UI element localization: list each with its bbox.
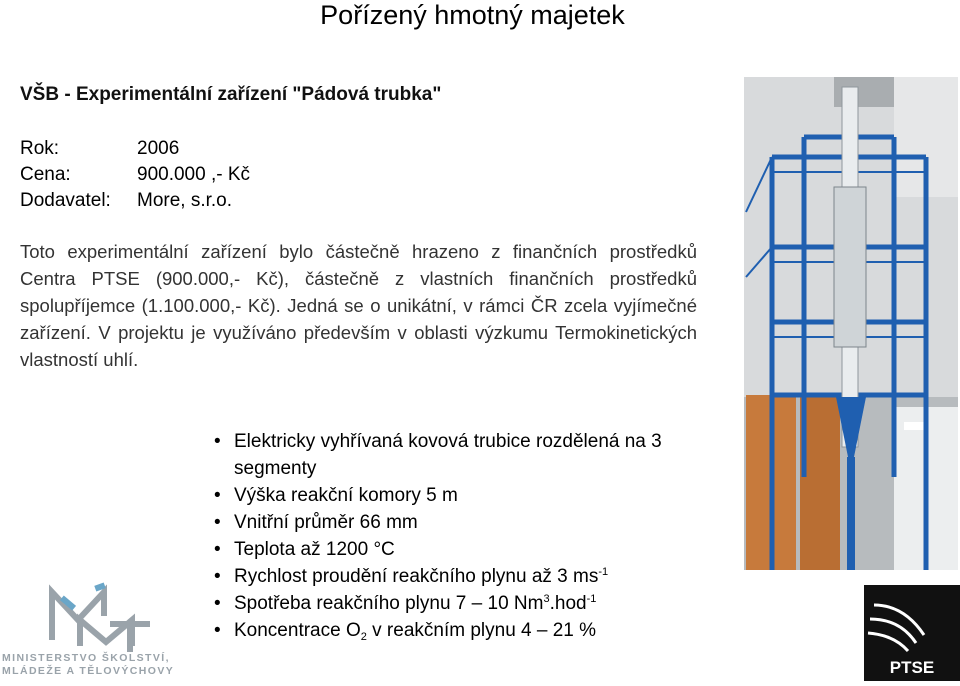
- spec-list: [214, 428, 674, 644]
- list-item: [214, 536, 674, 563]
- spec-text-mid: .hod: [549, 593, 587, 614]
- list-item: [214, 428, 674, 482]
- description-paragraph: Toto experimentální zařízení bylo částečně hrazeno z finančních prostředků Centra PTSE (900.000,- Kč), částečně z vlastních finančních prostředků spolupříjemce (1.100.000,- Kč). Jedná se o unikátní, v rámci ČR zcela vyjímečné zařízení. V projektu je využíváno především v oblasti výzkumu Termokinetických vlastností uhlí.: [20, 241, 697, 370]
- spec-text: Výška reakční komory 5 m: [234, 485, 458, 506]
- info-row-year: [20, 136, 250, 162]
- msmt-emblem: [0, 580, 205, 652]
- msmt-logo-text: [2, 652, 174, 678]
- spec-text: Elektricky vyhřívaná kovová trubice rozdělená na 3 segmenty: [234, 431, 662, 479]
- bullet-icon: •: [214, 485, 221, 506]
- spec-text: Vnitřní průměr 66 mm: [234, 512, 418, 533]
- info-value: 2006: [137, 138, 180, 159]
- info-label: Rok:: [20, 138, 60, 159]
- spec-text: Teplota až 1200 °C: [234, 539, 395, 560]
- spec-subscript: 2: [360, 631, 367, 643]
- ptse-label: PTSE: [889, 658, 935, 677]
- spec-text: [234, 617, 596, 644]
- info-row-price: [20, 162, 250, 188]
- spec-text: [234, 590, 596, 617]
- page-title: Pořízený hmotný majetek: [320, 0, 625, 30]
- bullet-icon: •: [214, 593, 221, 614]
- ptse-logo: [864, 585, 960, 681]
- msmt-line2: MLÁDEŽE A TĚLOVÝCHOVY: [2, 665, 175, 677]
- bullet-icon: •: [214, 431, 221, 452]
- apparatus-photo: [744, 77, 958, 570]
- spec-text-main: Rychlost proudění reakčního plynu až 3 ms: [234, 566, 599, 587]
- info-value: More, s.r.o.: [137, 190, 233, 211]
- list-item: [214, 590, 674, 617]
- spec-superscript: -1: [586, 593, 597, 605]
- spec-text-main: Koncentrace O: [234, 620, 361, 641]
- info-label: Cena:: [20, 164, 71, 185]
- list-item: [214, 509, 674, 536]
- list-item: [214, 563, 674, 590]
- equipment-info: [20, 136, 250, 214]
- list-item: [214, 482, 674, 509]
- bullet-icon: •: [214, 539, 221, 560]
- bullet-icon: •: [214, 620, 221, 641]
- drop-tube-illustration: [744, 77, 958, 570]
- equipment-heading: VŠB - Experimentální zařízení "Pádová trubka": [20, 84, 442, 105]
- spec-superscript: 3: [543, 593, 550, 605]
- ptse-emblem: [864, 585, 960, 681]
- list-item: [214, 617, 674, 644]
- spec-text: [234, 563, 608, 590]
- info-row-supplier: [20, 188, 250, 214]
- bullet-icon: •: [214, 566, 221, 587]
- spec-text-end: v reakčním plynu 4 – 21 %: [366, 620, 597, 641]
- spec-superscript: -1: [598, 566, 609, 578]
- spec-text-main: Spotřeba reakčního plynu 7 – 10 Nm: [234, 593, 544, 614]
- bullet-icon: •: [214, 512, 221, 533]
- info-label: Dodavatel:: [20, 190, 111, 211]
- info-value: 900.000 ,- Kč: [137, 164, 251, 185]
- msmt-line1: MINISTERSTVO ŠKOLSTVÍ,: [2, 652, 170, 664]
